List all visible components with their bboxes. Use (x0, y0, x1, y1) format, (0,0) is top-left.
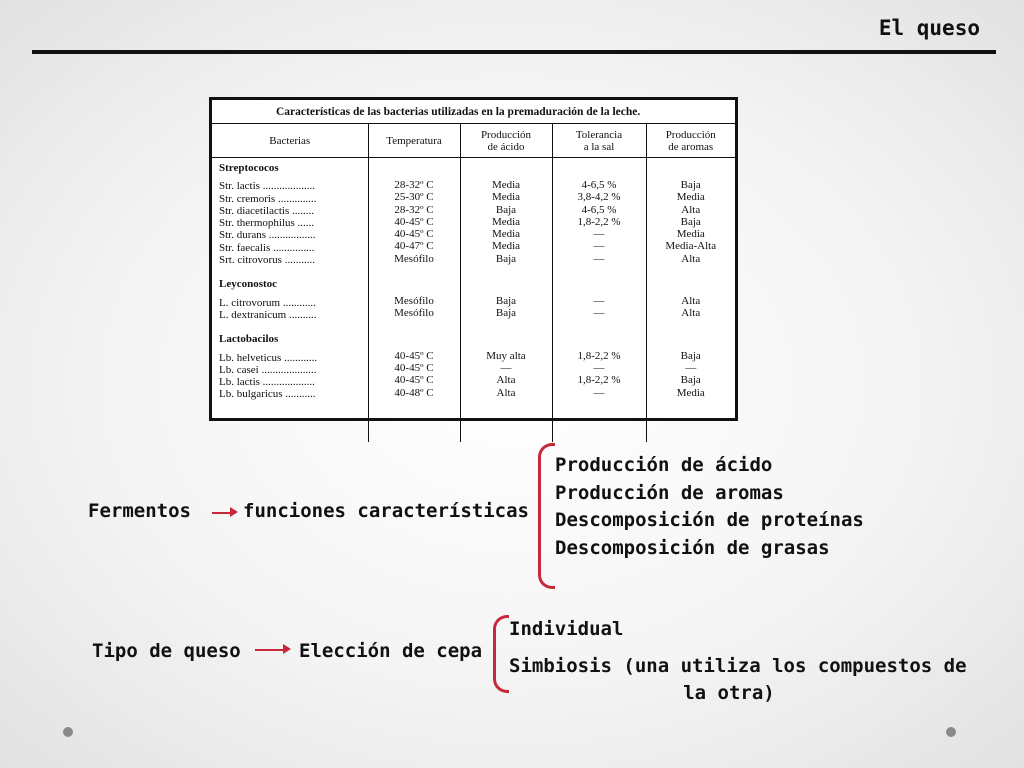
table-cell: — (593, 252, 605, 265)
slide-title: El queso (878, 16, 980, 40)
table-cell: Alta (681, 307, 701, 320)
table-cell: Str. thermophilus ...... (219, 217, 315, 230)
table-cell: Baja (495, 307, 517, 320)
table-cell: — (593, 307, 605, 320)
table-cell: Media (491, 240, 521, 253)
table-cell: 28-32º C (394, 203, 434, 216)
table-body-row (212, 158, 735, 443)
corner-dot-icon (946, 727, 956, 737)
table-group-heading: Lactobacilos (219, 333, 279, 346)
funcion-item: Producción de ácido (555, 454, 773, 476)
table-cell: 40-45º C (394, 228, 434, 241)
table-cell: Baja (495, 203, 517, 216)
table-cell: 4-6,5 % (581, 179, 617, 191)
table-header-cell: Tolerancia a la sal (552, 124, 646, 158)
table-cell: 4-6,5 % (581, 203, 617, 216)
funciones-list (555, 452, 864, 562)
fermentos-arrow-head (230, 507, 238, 517)
table-cell: — (593, 240, 605, 253)
table-cell: Alta (681, 252, 701, 265)
table-cell: Str. lactis ................... (219, 180, 315, 193)
table-header-cell: Bacterias (212, 124, 368, 158)
table-cell: 40-45º C (394, 361, 434, 374)
table-cell: Lb. casei .................... (219, 363, 317, 376)
table-group-heading: Leyconostoc (219, 278, 278, 291)
table-cell: 25-30º C (394, 191, 434, 204)
table-cell: Lb. lactis ................... (219, 376, 315, 389)
table-cell: — (500, 361, 512, 374)
bacteria-table (212, 100, 735, 442)
fermentos-arrow (212, 512, 232, 514)
table-cell: Media (676, 228, 705, 241)
column-produccion-acido (460, 158, 552, 443)
column-produccion-aromas (646, 158, 735, 443)
eleccion-cepa-label: Elección de cepa (299, 640, 483, 662)
queso-arrow-head (283, 644, 291, 654)
table-cell: Media (676, 191, 705, 204)
table-cell: Media (491, 179, 521, 191)
cepa-option-simbiosis (509, 653, 967, 707)
table-cell: Baja (680, 374, 701, 387)
table-cell: 28-32º C (394, 179, 434, 191)
table-cell: Str. cremoris .............. (219, 192, 317, 205)
funcion-item: Producción de aromas (555, 481, 784, 504)
table-cell: Media (491, 215, 521, 228)
simbiosis-line: la otra) (683, 682, 775, 704)
table-cell: Str. faecalis ............... (219, 241, 315, 254)
table-cell: Alta (496, 386, 516, 399)
bacteria-table-image (209, 97, 738, 421)
table-caption: Características de las bacterias utilizadas en la premaduración de la leche. (212, 100, 735, 124)
table-cell: Baja (680, 215, 701, 228)
queso-bracket (493, 615, 509, 693)
table-cell: L. dextranicum .......... (219, 308, 317, 321)
funciones-label: funciones características (243, 500, 529, 522)
table-cell: Lb. helveticus ............ (219, 351, 318, 364)
table-cell: Muy alta (486, 349, 526, 362)
table-cell: Str. diacetilactis ........ (219, 204, 315, 217)
simbiosis-line: Simbiosis (una utiliza los compuestos de (509, 655, 967, 677)
title-divider (32, 50, 996, 54)
funcion-item: Descomposición de proteínas (555, 509, 864, 531)
queso-arrow (255, 649, 285, 651)
table-cell: 40-45º C (394, 349, 434, 362)
table-header-cell: Producción de aromas (646, 124, 735, 158)
table-cell: Lb. bulgaricus ........... (219, 388, 316, 401)
table-cell: 40-47º C (394, 240, 434, 253)
table-cell: Alta (681, 295, 701, 308)
table-cell: Alta (496, 374, 516, 387)
table-cell: Baja (495, 252, 517, 265)
table-cell: Str. durans ................. (219, 229, 316, 242)
funcion-item: Descomposición de grasas (555, 536, 830, 559)
tipo-queso-label: Tipo de queso (92, 640, 241, 662)
fermentos-label: Fermentos (88, 500, 191, 522)
table-cell: Alta (681, 203, 701, 216)
table-cell: — (593, 386, 605, 399)
table-cell: Mesófilo (394, 307, 434, 320)
corner-dot-icon (63, 727, 73, 737)
table-cell: L. citrovorum ............ (219, 296, 316, 309)
fermentos-bracket (538, 443, 555, 589)
table-cell: 40-45º C (394, 374, 434, 387)
table-group-heading: Streptococos (219, 162, 279, 174)
table-cell: Mesófilo (394, 295, 434, 308)
table-cell: Baja (680, 349, 701, 362)
table-cell: 3,8-4,2 % (577, 191, 621, 204)
table-cell: Media (676, 386, 705, 399)
column-temperatura (368, 158, 460, 443)
table-cell: Media (491, 191, 521, 204)
table-cell: 1,8-2,2 % (577, 215, 621, 228)
column-tolerancia-sal (552, 158, 646, 443)
table-cell: Media (491, 228, 521, 241)
table-cell: — (593, 295, 605, 308)
table-cell: — (593, 228, 605, 241)
table-cell: Mesófilo (394, 252, 434, 265)
table-cell: 40-48º C (394, 386, 434, 399)
column-bacterias (212, 158, 368, 443)
table-cell: Baja (680, 179, 701, 191)
table-cell: Media-Alta (665, 240, 717, 253)
table-cell: 1,8-2,2 % (577, 374, 621, 387)
table-cell: — (593, 361, 605, 374)
table-cell: 1,8-2,2 % (577, 349, 621, 362)
table-cell: Baja (495, 295, 517, 308)
table-cell: 40-45º C (394, 215, 434, 228)
cepa-option-individual: Individual (509, 618, 624, 640)
table-header-cell: Producción de ácido (460, 124, 552, 158)
table-cell: Srt. citrovorus ........... (219, 254, 315, 267)
table-header-cell: Temperatura (368, 124, 460, 158)
table-cell: — (685, 361, 697, 374)
table-header-row (212, 124, 735, 158)
